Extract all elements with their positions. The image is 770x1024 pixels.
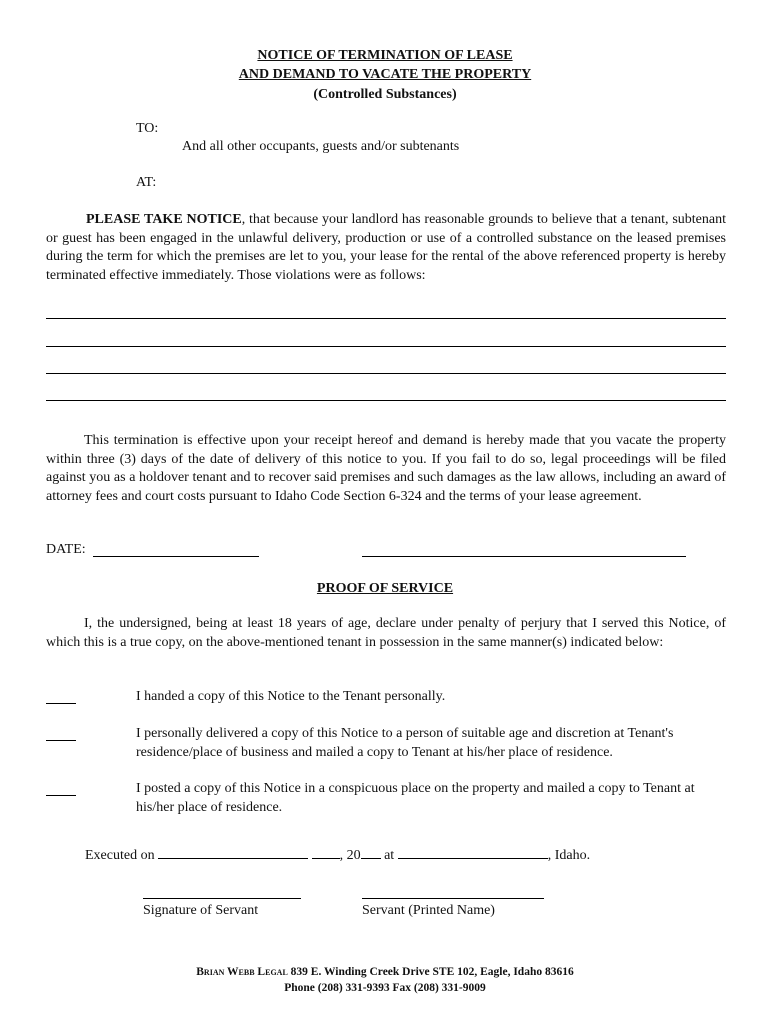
option-2-text: I personally delivered a copy of this Notice to a person of suitable age and discretion at Tenant's residence/place of business and mailed a copy to Tenant at his/her place of residence.	[136, 726, 674, 760]
to-label: TO:	[136, 121, 159, 136]
violation-line-2[interactable]	[46, 346, 726, 347]
notice-lead: PLEASE TAKE NOTICE	[86, 212, 242, 227]
title-line-1: NOTICE OF TERMINATION OF LEASE	[257, 48, 513, 63]
date-field-line[interactable]	[93, 556, 259, 557]
executed-line	[85, 848, 590, 864]
option-1-checkbox-line[interactable]	[46, 691, 76, 704]
footer-line-1	[0, 965, 770, 980]
date-label: DATE:	[46, 542, 86, 557]
option-3-text: I posted a copy of this Notice in a conspicuous place on the property and mailed a copy to Tenant at his/her place of residence.	[136, 781, 695, 815]
servant-signature-label: Signature of Servant	[143, 903, 259, 918]
footer-address: 839 E. Winding Creek Drive STE 102, Eagle, Idaho 83616	[290, 966, 574, 978]
option-3-checkbox-line[interactable]	[46, 783, 76, 796]
servant-printed-name-line[interactable]	[362, 898, 544, 899]
option-1-text: I handed a copy of this Notice to the Tenant personally.	[136, 689, 446, 704]
servant-printed-name-label: Servant (Printed Name)	[362, 903, 495, 918]
executed-year-prefix: , 20	[339, 848, 361, 863]
subtitle: (Controlled Substances)	[313, 87, 457, 102]
executed-date-field[interactable]	[158, 857, 308, 859]
option-2-checkbox-line[interactable]	[46, 728, 76, 741]
violation-line-4[interactable]	[46, 400, 726, 401]
notice-paragraph	[46, 211, 726, 286]
notice-body: , that because your landlord has reasonable grounds to believe that a tenant, subtenant or guest has been engaged in the unlawful delivery, production or use of a controlled substance on the leased premises during the term for which the premises are let to you, your lease for the rental of the above referenced property is hereby terminated effective immediately. Those violations were as follows:	[46, 212, 726, 284]
at-label: AT:	[136, 175, 157, 190]
executed-year-field[interactable]	[361, 857, 381, 859]
violation-line-3[interactable]	[46, 373, 726, 374]
executed-at: at	[384, 848, 395, 863]
footer-firm: Brian Webb Legal	[196, 966, 288, 978]
proof-declaration: I, the undersigned, being at least 18 years of age, declare under penalty of perjury that I served this Notice, of which this is a true copy, on the above-mentioned tenant in possession in the same manner(s) indicated below:	[46, 616, 726, 650]
landlord-signature-line[interactable]	[362, 556, 686, 557]
footer-contact: Phone (208) 331-9393 Fax (208) 331-9009	[284, 982, 486, 994]
executed-day-field[interactable]	[312, 857, 340, 859]
executed-city-field[interactable]	[398, 857, 548, 859]
violation-line-1[interactable]	[46, 318, 726, 319]
executed-state: , Idaho.	[547, 848, 591, 863]
executed-prefix: Executed on	[85, 848, 155, 863]
termination-paragraph: This termination is effective upon your receipt hereof and demand is hereby made that you vacate the property within three (3) days of the date of delivery of this notice to you. If you fail to do so, legal proceedings will be filed against you as a holdover tenant and to recover said premises and such damages as the law allows, including an award of attorney fees and court costs pursuant to Idaho Code Section 6-324 and the terms of your lease agreement.	[46, 433, 726, 505]
proof-of-service-heading: PROOF OF SERVICE	[316, 581, 454, 596]
occupants-text: And all other occupants, guests and/or subtenants	[182, 139, 460, 154]
servant-signature-line[interactable]	[143, 898, 301, 899]
title-line-2: AND DEMAND TO VACATE THE PROPERTY	[238, 67, 532, 82]
